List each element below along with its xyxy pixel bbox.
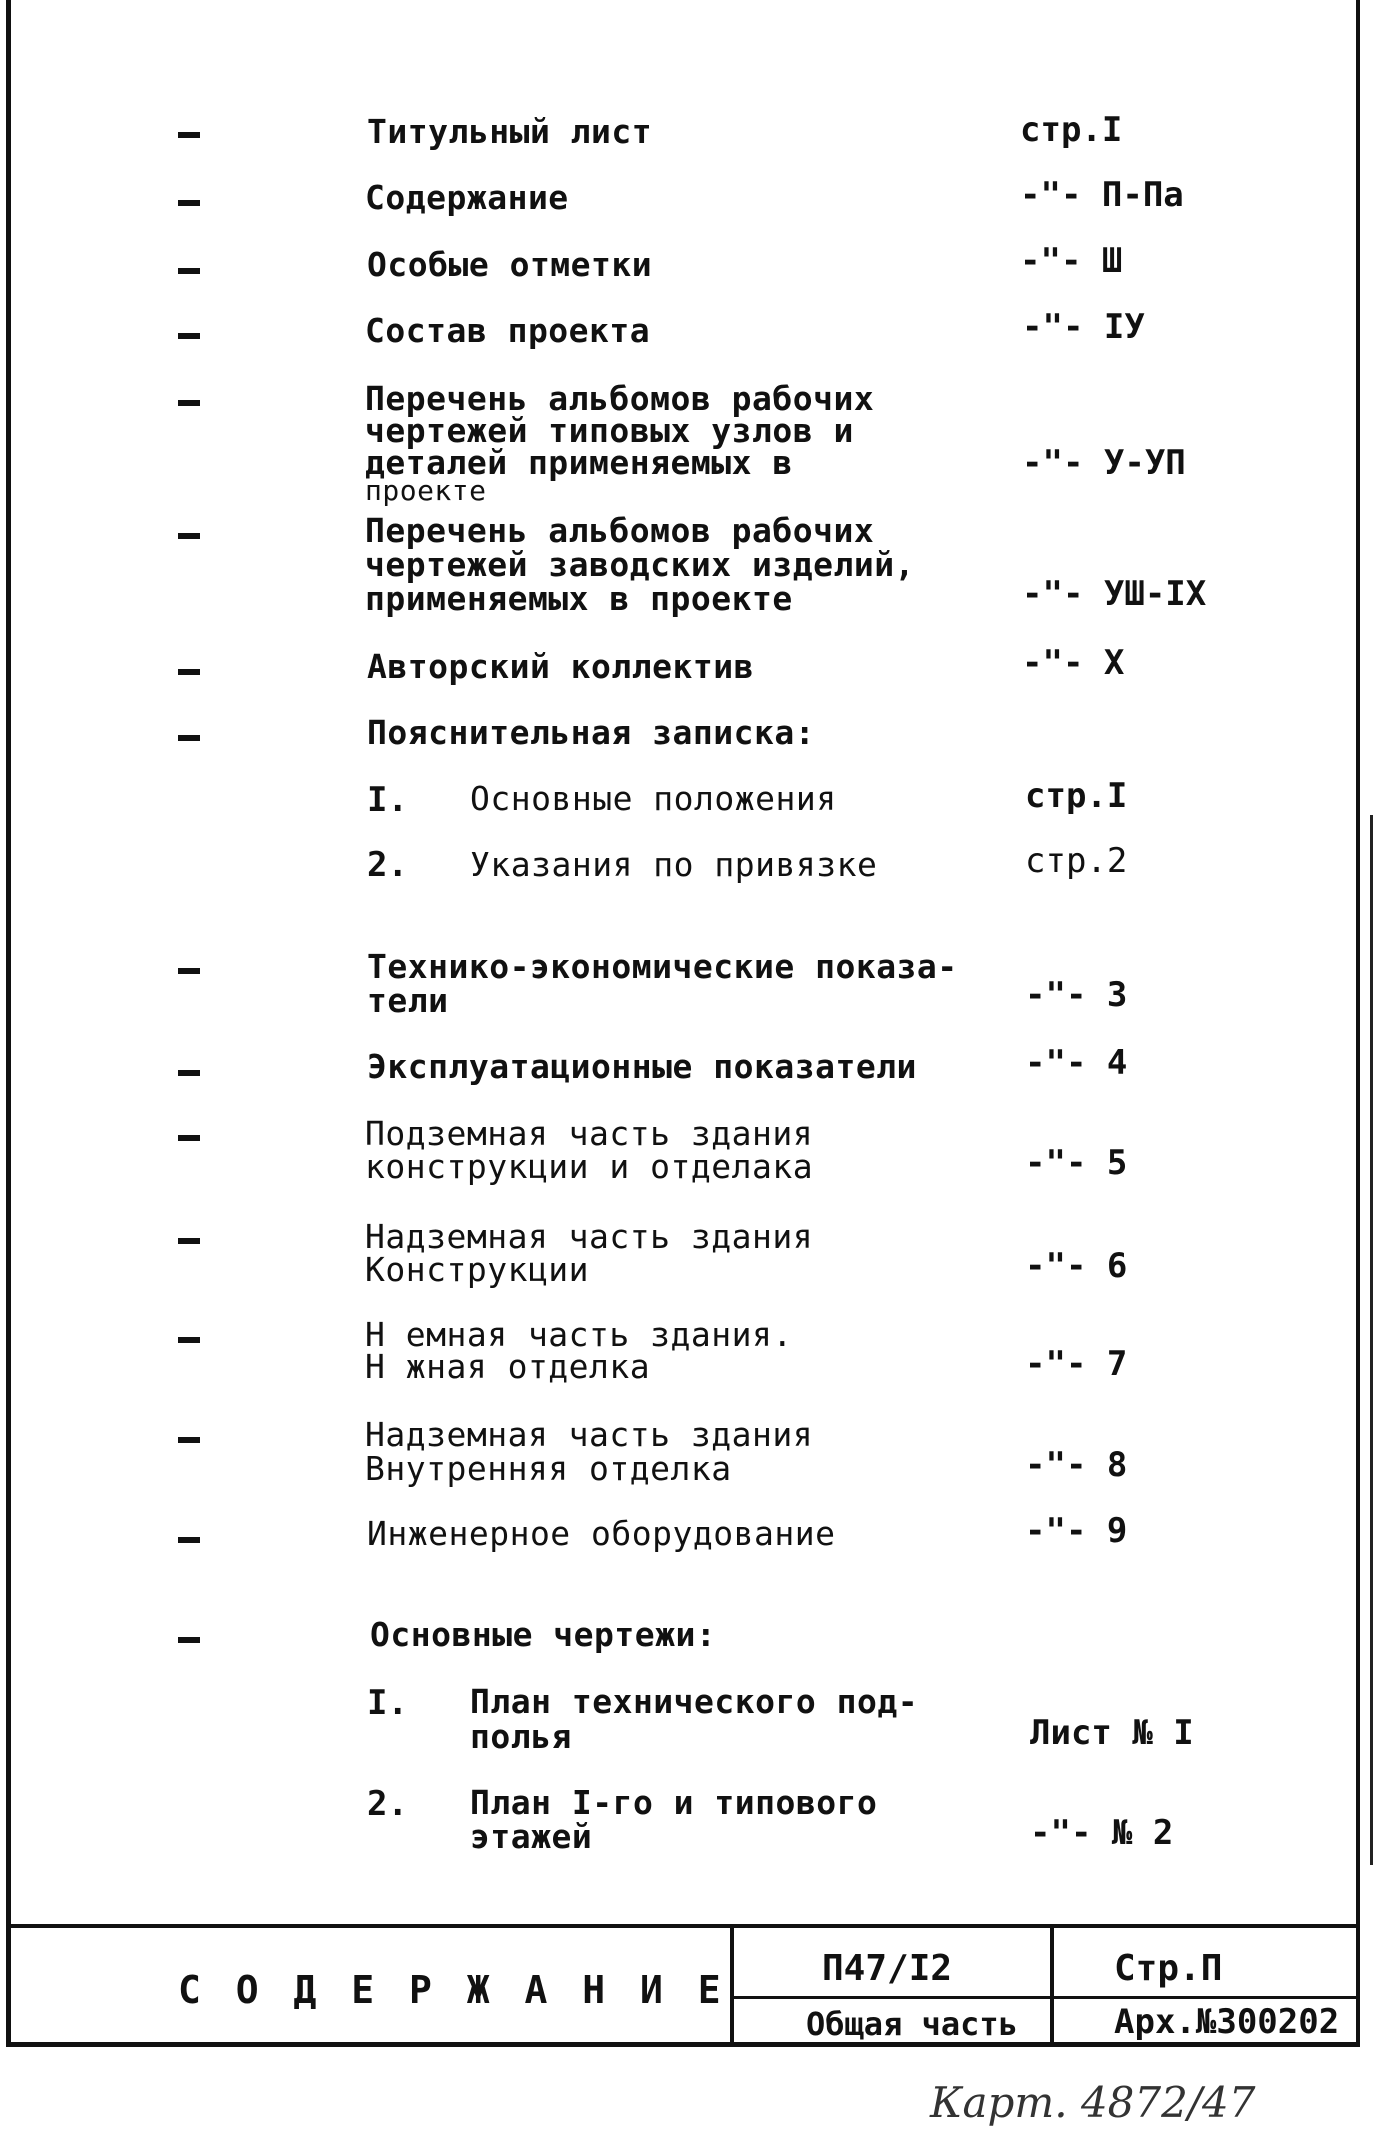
subentry-title: Указания по привязке [470,845,878,884]
toc-entry-title-line: Технико-экономические показа- [367,947,958,986]
toc-entry-title-line: чертежей типовых узлов и [365,411,854,450]
toc-entry-title-line: Н жная отделка [365,1347,651,1386]
toc-entry-title: Пояснительная записка: [367,713,816,752]
subentry-number: I. [367,1683,408,1723]
subentry-ref: Лист № I [1030,1713,1194,1753]
subentry-number: 2. [367,845,408,885]
subentry-title: Основные положения [470,779,837,818]
toc-entry-ref: -"- X [1022,643,1125,683]
toc-entry-title-line: тели [367,981,449,1020]
toc-entry-title: Особые отметки [367,245,653,284]
bullet-dash [178,735,200,741]
bullet-dash [178,1437,200,1443]
toc-entry-title: Основные чертежи: [370,1615,717,1654]
subentry-ref: стр.2 [1025,841,1128,881]
bullet-dash [178,1238,200,1244]
stamp-section: Общая часть [806,2005,1018,2043]
toc-entry-ref: -"- У-УП [1022,443,1186,483]
toc-entry-ref: -"- П-Па [1020,175,1184,215]
bullet-dash [178,200,200,206]
bullet-dash [178,400,200,406]
toc-entry-title-line: конструкции и отделака [365,1147,814,1186]
bullet-dash [178,1637,200,1643]
subentry-number: I. [367,780,408,820]
toc-entry-title: Эксплуатационные показатели [367,1047,917,1086]
scan-edge-line [1370,815,1373,1865]
toc-entry-ref: -"- 7 [1025,1344,1128,1384]
toc-entry-title-line: Перечень альбомов рабочих [365,511,875,550]
toc-entry-ref: -"- IУ [1022,307,1145,347]
subentry-ref: -"- № 2 [1030,1813,1174,1853]
toc-entry-title: Авторский коллектив [367,647,754,686]
bullet-dash [178,333,200,339]
toc-entry-title: Состав проекта [365,311,651,350]
subentry-title-line: этажей [470,1817,593,1856]
subentry-ref: стр.I [1025,776,1128,816]
toc-entry-ref: -"- 8 [1025,1445,1128,1485]
bullet-dash [178,533,200,539]
toc-entry-title-line: Перечень альбомов рабочих [365,379,875,418]
toc-entry-title-line: Конструкции [365,1250,590,1289]
toc-entry-title: Содержание [365,178,569,217]
stamp-divider [730,1924,734,2047]
toc-entry-ref: -"- 4 [1025,1043,1128,1083]
bullet-dash [178,1537,200,1543]
toc-entry-title: Инженерное оборудование [367,1514,836,1553]
subentry-title-line: полья [470,1717,572,1756]
bullet-dash [178,1070,200,1076]
toc-entry-ref: стр.I [1020,110,1123,150]
handwritten-note: Карт. 4872/47 [930,2078,1256,2127]
toc-entry-title-line: деталей применяемых в [365,443,793,482]
subentry-number: 2. [367,1784,408,1824]
toc-entry-ref: -"- Ш [1020,241,1123,281]
bullet-dash [178,1337,200,1343]
bullet-dash [178,268,200,274]
stamp-divider [1050,1924,1054,2047]
bullet-dash [178,1135,200,1141]
stamp-page: Стр.П [1114,1948,1223,1989]
stamp-title: С О Д Е Р Ж А Н И Е [178,1968,727,2012]
stamp-code: П47/I2 [822,1948,953,1989]
toc-entry-title-line: Н емная часть здания. [365,1315,793,1354]
toc-entry-title-line: Внутренняя отделка [365,1449,732,1488]
bullet-dash [178,669,200,675]
toc-entry-title-line: Надземная часть здания [365,1415,814,1454]
subentry-title-line: План технического под- [470,1682,919,1721]
stamp-archive: Арх.№300202 [1114,2002,1340,2042]
toc-entry-ref: -"- 3 [1025,975,1128,1015]
toc-entry-title-line: чертежей заводских изделий, [365,545,915,584]
toc-entry-ref: -"- 5 [1025,1143,1128,1183]
toc-entry-title: Титульный лист [367,112,653,151]
toc-entry-title-line: Подземная часть здания [365,1114,814,1153]
toc-entry-ref: -"- 9 [1025,1511,1128,1551]
stamp-row-divider [730,1996,1360,1999]
toc-entry-ref: -"- 6 [1025,1246,1128,1286]
stamp-top-border [6,1924,1360,1928]
toc-entry-ref: -"- УШ-IX [1022,574,1207,614]
toc-entry-title-line: проекте [365,474,487,507]
bullet-dash [178,968,200,974]
toc-entry-title-line: применяемых в проекте [365,579,793,618]
bullet-dash [178,132,200,138]
subentry-title-line: План I-го и типового [470,1783,878,1822]
toc-entry-title-line: Надземная часть здания [365,1217,814,1256]
